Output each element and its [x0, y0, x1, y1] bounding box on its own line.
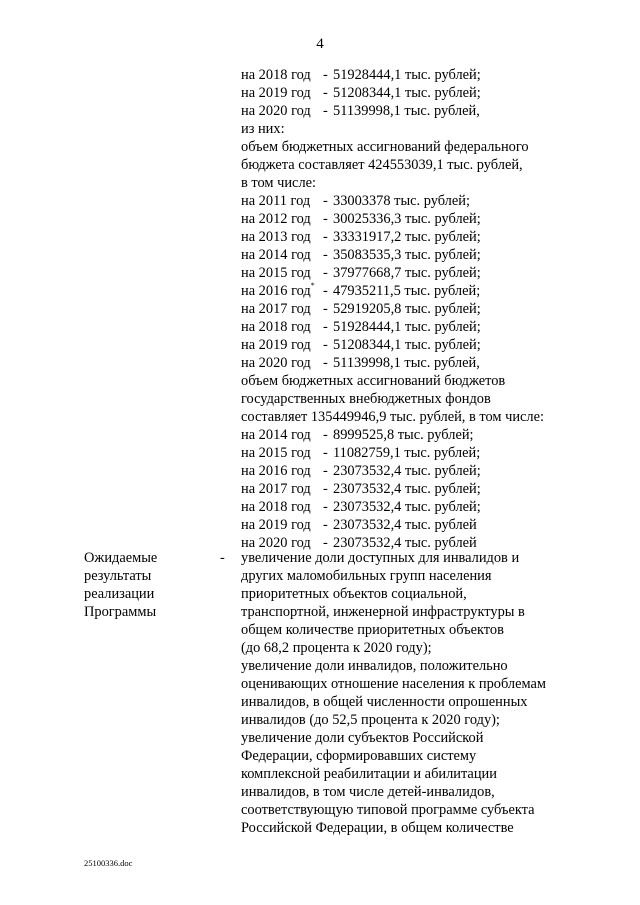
- page-number: 4: [316, 36, 324, 52]
- federal-year-row: [241, 301, 481, 317]
- funds-year-row: [241, 499, 481, 515]
- dash-separator: -: [323, 211, 328, 227]
- text-line: из них:: [241, 121, 285, 137]
- dash-separator: -: [323, 499, 328, 515]
- amount-value: 51208344,1 тыс. рублей;: [333, 85, 481, 101]
- year-label: на 2011 год: [241, 193, 311, 209]
- expected-results-line: общем количестве приоритетных объектов: [241, 622, 504, 638]
- amount-value: 51139998,1 тыс. рублей,: [333, 103, 480, 119]
- year-label: на 2015 год: [241, 265, 311, 281]
- expected-results-line: комплексной реабилитации и абилитации: [241, 766, 497, 782]
- federal-year-row: [241, 319, 481, 335]
- dash-separator: -: [323, 229, 328, 245]
- dash-separator: -: [323, 427, 328, 443]
- extrabudgetary-funds-intro: государственных внебюджетных фондов: [241, 391, 491, 407]
- expected-results-line: инвалидов, в том числе детей-инвалидов,: [241, 784, 495, 800]
- expected-results-line: увеличение доли доступных для инвалидов и: [241, 550, 520, 566]
- federal-budget-intro: объем бюджетных ассигнований федерального: [241, 139, 529, 155]
- federal-budget-intro: в том числе:: [241, 175, 317, 191]
- funds-year-row: [241, 517, 477, 533]
- amount-value: 8999525,8 тыс. рублей;: [333, 427, 474, 443]
- amount-value: 23073532,4 тыс. рублей;: [333, 481, 481, 497]
- expected-results-line: увеличение доли субъектов Российской: [241, 730, 484, 746]
- section-label-line: результаты: [84, 568, 152, 584]
- section-dash: -: [220, 550, 225, 566]
- dash-separator: -: [323, 517, 328, 533]
- amount-value: 51208344,1 тыс. рублей;: [333, 337, 481, 353]
- amount-value: 51139998,1 тыс. рублей,: [333, 355, 480, 371]
- federal-year-row: [241, 193, 470, 209]
- year-label: на 2014 год: [241, 247, 311, 263]
- amount-value: 23073532,4 тыс. рублей;: [333, 463, 481, 479]
- expected-results-line: увеличение доли инвалидов, положительно: [241, 658, 508, 674]
- amount-value: 23073532,4 тыс. рублей: [333, 517, 477, 533]
- extrabudgetary-funds-intro: составляет 135449946,9 тыс. рублей, в том числе:: [241, 409, 544, 425]
- year-label: на 2012 год: [241, 211, 311, 227]
- dash-separator: -: [323, 67, 328, 83]
- federal-year-row: [241, 229, 481, 245]
- dash-separator: -: [323, 193, 328, 209]
- expected-results-line: инвалидов (до 52,5 процента к 2020 году);: [241, 712, 500, 728]
- federal-year-row: [241, 281, 481, 299]
- expected-results-line: оценивающих отношение населения к проблемам: [241, 676, 546, 692]
- section-label-line: Программы: [84, 604, 157, 620]
- funds-year-row: [241, 445, 481, 461]
- expected-results-line: соответствующую типовой программе субъекта: [241, 802, 535, 818]
- extrabudgetary-funds-intro: объем бюджетных ассигнований бюджетов: [241, 373, 506, 389]
- year-label: на 2017 год: [241, 301, 311, 317]
- amount-value: 33003378 тыс. рублей;: [333, 193, 470, 209]
- federal-year-row: [241, 337, 481, 353]
- year-label: на 2019 год: [241, 517, 311, 533]
- dash-separator: -: [323, 85, 328, 101]
- year-label: на 2018 год: [241, 67, 311, 83]
- dash-separator: -: [323, 535, 328, 551]
- year-label: на 2018 год: [241, 499, 311, 515]
- federal-year-row: [241, 265, 481, 281]
- footnote-mark: *: [310, 281, 315, 290]
- amount-value: 33331917,2 тыс. рублей;: [333, 229, 481, 245]
- funding-year-row: [241, 67, 481, 83]
- expected-results-line: приоритетных объектов социальной,: [241, 586, 467, 602]
- expected-results-line: Федерации, сформировавших систему: [241, 748, 477, 764]
- federal-year-row: [241, 211, 481, 227]
- federal-year-row: [241, 247, 481, 263]
- federal-year-row: [241, 355, 480, 371]
- funds-year-row: [241, 463, 481, 479]
- amount-value: 11082759,1 тыс. рублей;: [333, 445, 481, 461]
- year-label: на 2016 год: [241, 463, 311, 479]
- dash-separator: -: [323, 355, 328, 371]
- dash-separator: -: [323, 247, 328, 263]
- expected-results-line: других маломобильных групп населения: [241, 568, 492, 584]
- year-label: на 2020 год: [241, 535, 311, 551]
- amount-value: 30025336,3 тыс. рублей;: [333, 211, 481, 227]
- year-label: на 2020 год: [241, 103, 311, 119]
- expected-results-line: (до 68,2 процента к 2020 году);: [241, 640, 432, 656]
- expected-results-line: транспортной, инженерной инфраструктуры в: [241, 604, 525, 620]
- funds-year-row: [241, 535, 477, 551]
- year-label: на 2019 год: [241, 337, 311, 353]
- year-label: на 2017 год: [241, 481, 311, 497]
- funds-year-row: [241, 481, 481, 497]
- funds-year-row: [241, 427, 474, 443]
- funding-year-row: [241, 103, 480, 119]
- year-label: на 2020 год: [241, 355, 311, 371]
- year-label: на 2019 год: [241, 85, 311, 101]
- dash-separator: -: [323, 265, 328, 281]
- section-label-line: Ожидаемые: [84, 550, 158, 566]
- dash-separator: -: [323, 283, 328, 299]
- expected-results-line: Российской Федерации, в общем количестве: [241, 820, 514, 836]
- year-label: на 2015 год: [241, 445, 311, 461]
- amount-value: 37977668,7 тыс. рублей;: [333, 265, 481, 281]
- federal-budget-intro: бюджета составляет 424553039,1 тыс. рублей,: [241, 157, 523, 173]
- amount-value: 52919205,8 тыс. рублей;: [333, 301, 481, 317]
- dash-separator: -: [323, 301, 328, 317]
- amount-value: 23073532,4 тыс. рублей: [333, 535, 477, 551]
- footer-file-code: 25100336.doc: [84, 858, 133, 868]
- year-label: на 2014 год: [241, 427, 311, 443]
- year-label: на 2016 год*: [241, 281, 315, 299]
- dash-separator: -: [323, 319, 328, 335]
- dash-separator: -: [323, 463, 328, 479]
- amount-value: 51928444,1 тыс. рублей;: [333, 67, 481, 83]
- funding-year-row: [241, 85, 481, 101]
- amount-value: 23073532,4 тыс. рублей;: [333, 499, 481, 515]
- section-label-line: реализации: [84, 586, 155, 602]
- dash-separator: -: [323, 103, 328, 119]
- dash-separator: -: [323, 445, 328, 461]
- amount-value: 47935211,5 тыс. рублей;: [333, 283, 481, 299]
- year-label: на 2018 год: [241, 319, 311, 335]
- amount-value: 35083535,3 тыс. рублей;: [333, 247, 481, 263]
- dash-separator: -: [323, 481, 328, 497]
- amount-value: 51928444,1 тыс. рублей;: [333, 319, 481, 335]
- dash-separator: -: [323, 337, 328, 353]
- year-label: на 2013 год: [241, 229, 311, 245]
- expected-results-line: инвалидов, в общей численности опрошенных: [241, 694, 528, 710]
